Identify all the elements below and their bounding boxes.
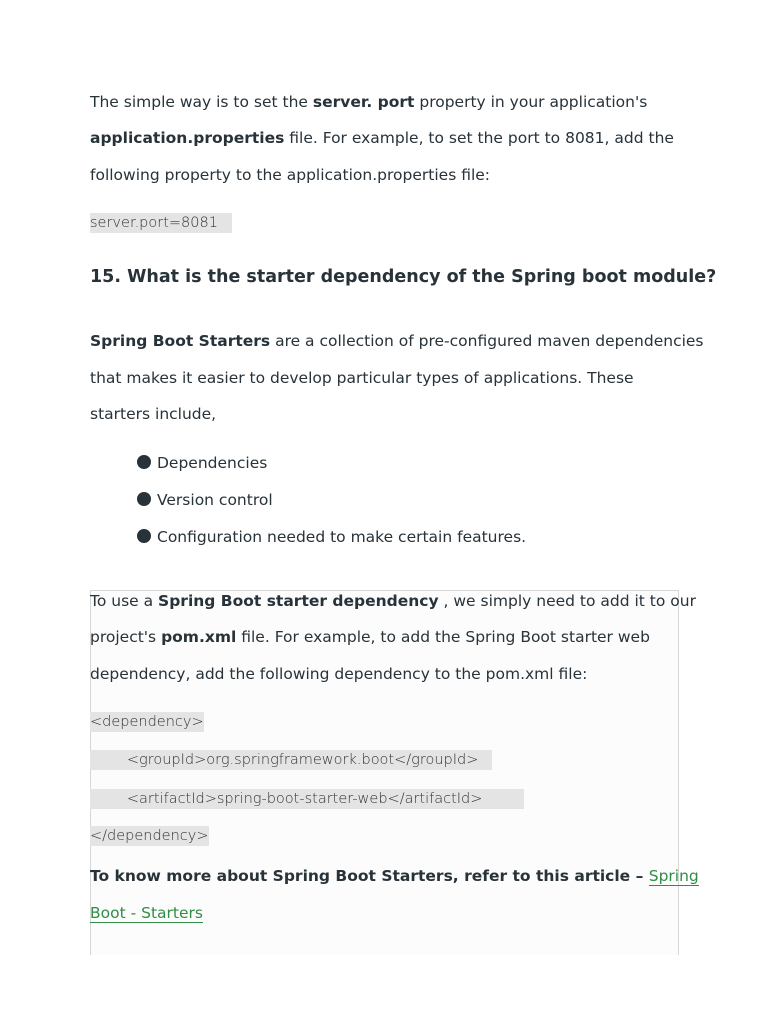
usage-text: To use a — [90, 592, 159, 610]
intro-text: following property to the application.properties file: — [90, 166, 491, 184]
usage-bold: pom.xml — [161, 628, 237, 646]
usage-bold: Spring Boot starter dependency — [158, 592, 439, 610]
starters-line-2 — [90, 368, 634, 388]
list-item-label: Dependencies — [157, 454, 268, 472]
usage-line-3 — [90, 664, 587, 684]
spring-boot-starters-link[interactable]: Boot - Starters — [90, 904, 203, 922]
starters-text: starters include, — [90, 405, 217, 423]
code-line: </dependency> — [90, 828, 209, 844]
more-line-2 — [90, 903, 203, 923]
usage-text: dependency, add the following dependency to the pom.xml file: — [90, 665, 588, 683]
intro-line-2 — [90, 128, 674, 148]
starters-line-1 — [90, 331, 704, 351]
starters-text: are a collection of pre-configured maven dependencies — [270, 332, 704, 350]
usage-line-2 — [90, 627, 650, 647]
intro-bold: server. port — [312, 93, 415, 111]
list-item-label: Configuration needed to make certain features. — [157, 528, 527, 546]
usage-text: project's — [90, 628, 162, 646]
intro-line-1 — [90, 92, 647, 112]
usage-text: , we simply need to add it to our — [438, 592, 696, 610]
intro-text: property in your application's — [414, 93, 648, 111]
starters-line-3 — [90, 404, 216, 424]
bullet-dot-icon — [137, 529, 151, 543]
code-line: <artifactId>spring-boot-starter-web</artifactId> — [90, 791, 524, 807]
usage-text: file. For example, to add the Spring Boot starter web — [236, 628, 650, 646]
starters-text: that makes it easier to develop particular types of applications. These — [90, 369, 634, 387]
spring-boot-starters-link[interactable]: Spring — [648, 867, 699, 885]
code-block-port: server.port=8081 — [90, 215, 232, 231]
usage-line-1 — [90, 591, 696, 611]
starters-bold: Spring Boot Starters — [90, 332, 271, 350]
bullet-dot-icon — [137, 492, 151, 506]
code-line: <groupId>org.springframework.boot</groupId> — [90, 752, 493, 768]
intro-line-3 — [90, 165, 490, 185]
more-bold: To know more about Spring Boot Starters, refer to this article – — [90, 867, 649, 885]
list-item-label: Version control — [157, 491, 273, 509]
question-heading: 15. What is the starter dependency of the Spring boot module? — [90, 267, 717, 287]
intro-text: The simple way is to set the — [90, 93, 313, 111]
code-line: <dependency> — [90, 714, 204, 730]
intro-bold: application.properties — [90, 129, 285, 147]
more-line-1 — [90, 866, 699, 886]
bullet-dot-icon — [137, 455, 151, 469]
intro-text: file. For example, to set the port to 8081, add the — [284, 129, 674, 147]
